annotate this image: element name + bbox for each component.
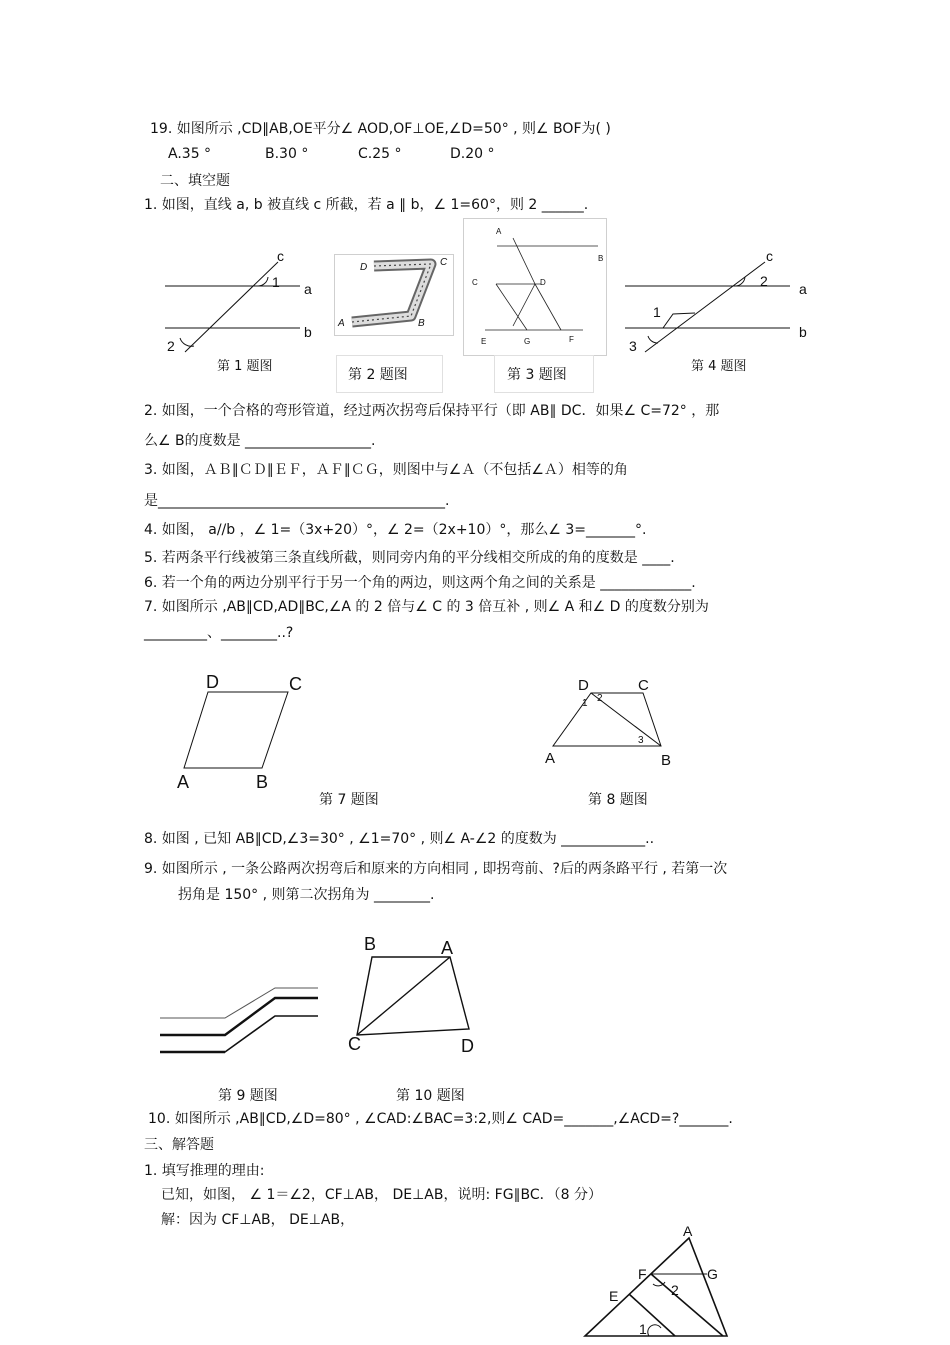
solve-fig-label-1: 1 [639, 1321, 647, 1337]
q19-option-d: D.20 ° [450, 146, 495, 162]
fig4-caption: 第 4 题图 [691, 359, 747, 374]
fig4-label-1: 1 [653, 304, 661, 320]
figure-2 [336, 256, 452, 336]
fig1-caption: 第 1 题图 [217, 359, 273, 374]
fig7-caption: 第 7 题图 [319, 792, 379, 808]
fig7-label-d: D [206, 672, 219, 692]
fig4-label-3: 3 [629, 338, 637, 354]
fig4-label-2: 2 [760, 273, 768, 289]
fig1-label-b: b [304, 324, 312, 340]
fig2-label-a: A [338, 318, 345, 329]
figure-10 [345, 932, 485, 1062]
fig2-label-d: D [360, 262, 368, 273]
figure-7 [170, 670, 320, 790]
solve-fig-label-e: E [609, 1288, 619, 1304]
fig2-label-b: B [418, 318, 425, 329]
fill-q2-line2: 么∠ B的度数是 __________________. [144, 433, 376, 449]
fig3-label-c: C [472, 278, 478, 287]
fill-q10: 10. 如图所示 ,AB∥CD,∠D=80° , ∠CAD:∠BAC=3:2,则∠ CAD=_______,∠ACD=?_______. [148, 1111, 733, 1127]
fig8-label-a: A [545, 750, 556, 767]
fill-q7-line2: _________、________..? [144, 625, 294, 641]
section3-title: 三、解答题 [144, 1137, 214, 1153]
figure-solve-1 [575, 1220, 745, 1345]
fig1-label-2: 2 [167, 338, 175, 354]
solve-fig-label-2: 2 [671, 1282, 679, 1298]
fig8-label-3: 3 [638, 735, 644, 746]
q19-option-b: B.30 ° [265, 146, 309, 162]
fig7-label-c: C [289, 674, 302, 694]
fig4-label-b: b [799, 324, 807, 340]
fill-q9-line1: 9. 如图所示 , 一条公路两次拐弯后和原来的方向相同 , 即拐弯前、?后的两条路平行 , 若第一次 [144, 861, 728, 877]
fig1-label-a: a [304, 281, 312, 297]
fig7-label-b: B [256, 772, 269, 792]
fill-q3-line2: 是_________________________________________. [144, 493, 450, 509]
fig10-label-a: A [441, 938, 454, 958]
fig2-label-c: C [440, 257, 448, 268]
fig3-label-e: E [481, 337, 487, 346]
solve-q1-given: 已知，如图， ∠ 1＝∠2，CF⊥AB， DE⊥AB，说明: FG∥BC．（8 分） [161, 1187, 603, 1203]
solve-fig-label-g: G [707, 1266, 718, 1282]
fig3-label-a: A [496, 227, 502, 236]
fill-q9-line2: 拐角是 150° , 则第二次拐角为 ________. [178, 887, 435, 903]
fill-q3-line1: 3. 如图，ＡＢ∥ＣＤ∥ＥＦ，ＡＦ∥ＣＧ，则图中与∠Ａ（不包括∠Ａ）相等的角 [144, 462, 628, 478]
fill-q2-line1: 2. 如图，一个合格的弯形管道，经过两次拐弯后保持平行（即 AB∥ DC．如果∠ C=72° ，那 [144, 403, 720, 419]
fill-q5: 5. 若两条平行线被第三条直线所截，则同旁内角的平分线相交所成的角的度数是 ____. [144, 550, 675, 566]
fig1-label-1: 1 [272, 274, 280, 290]
fig8-label-d: D [578, 677, 589, 694]
fig10-caption: 第 10 题图 [396, 1088, 465, 1104]
figure-3 [463, 218, 605, 354]
fig3-label-g: G [524, 337, 531, 346]
fig8-label-b: B [661, 752, 672, 769]
fig3-caption: 第 3 题图 [507, 367, 567, 383]
solve-fig-label-a: A [683, 1223, 693, 1239]
solve-q1-title: 1. 填写推理的理由: [144, 1163, 265, 1179]
fig8-label-2: 2 [597, 693, 603, 704]
fill-q4: 4. 如图， a//b ，∠ 1=（3x+20）°，∠ 2=（2x+10）°，那么∠ 3=_______°. [144, 522, 647, 538]
fill-q1: 1. 如图，直线 a, b 被直线 c 所截，若 a ∥ b，∠ 1=60°，则 2 ______. [144, 197, 589, 213]
figure-4 [615, 240, 815, 360]
fig9-caption: 第 9 题图 [218, 1088, 278, 1104]
solve-fig-label-f: F [638, 1266, 647, 1282]
fig10-label-c: C [348, 1034, 361, 1054]
q19-stem: 19. 如图所示 ,CD∥AB,OE平分∠ AOD,OF⊥OE,∠D=50° , 则∠ BOF为( ) [150, 121, 611, 137]
section2-title: 二、填空题 [160, 173, 230, 189]
fig3-label-b: B [598, 254, 604, 263]
q19-option-a: A.35 ° [168, 146, 212, 162]
fill-q6: 6. 若一个角的两边分别平行于另一个角的两边，则这两个角之间的关系是 _____________. [144, 575, 696, 591]
fig2-caption: 第 2 题图 [348, 367, 408, 383]
fig1-label-c: c [277, 248, 284, 264]
figure-8 [540, 672, 690, 772]
fig8-caption: 第 8 题图 [588, 792, 648, 808]
fig3-label-d: D [540, 278, 546, 287]
fig8-label-1: 1 [582, 698, 588, 709]
fig7-label-a: A [177, 772, 190, 792]
fig4-label-a: a [799, 281, 807, 297]
fill-q8: 8. 如图 , 已知 AB∥CD,∠3=30° , ∠1=70° , 则∠ A-∠2 的度数为 ____________.. [144, 831, 655, 847]
figure-9 [155, 980, 325, 1060]
fig10-label-b: B [364, 934, 377, 954]
q19-option-c: C.25 ° [358, 146, 402, 162]
fig4-label-c: c [766, 248, 773, 264]
figure-1 [150, 240, 330, 360]
solve-q1-solution: 解：因为 CF⊥AB， DE⊥AB， [161, 1212, 355, 1228]
fig3-label-f: F [569, 335, 574, 344]
fig8-label-c: C [638, 677, 649, 694]
fill-q7-line1: 7. 如图所示 ,AB∥CD,AD∥BC,∠A 的 2 倍与∠ C 的 3 倍互补 , 则∠ A 和∠ D 的度数分别为 [144, 599, 709, 615]
fig10-label-d: D [461, 1036, 474, 1056]
